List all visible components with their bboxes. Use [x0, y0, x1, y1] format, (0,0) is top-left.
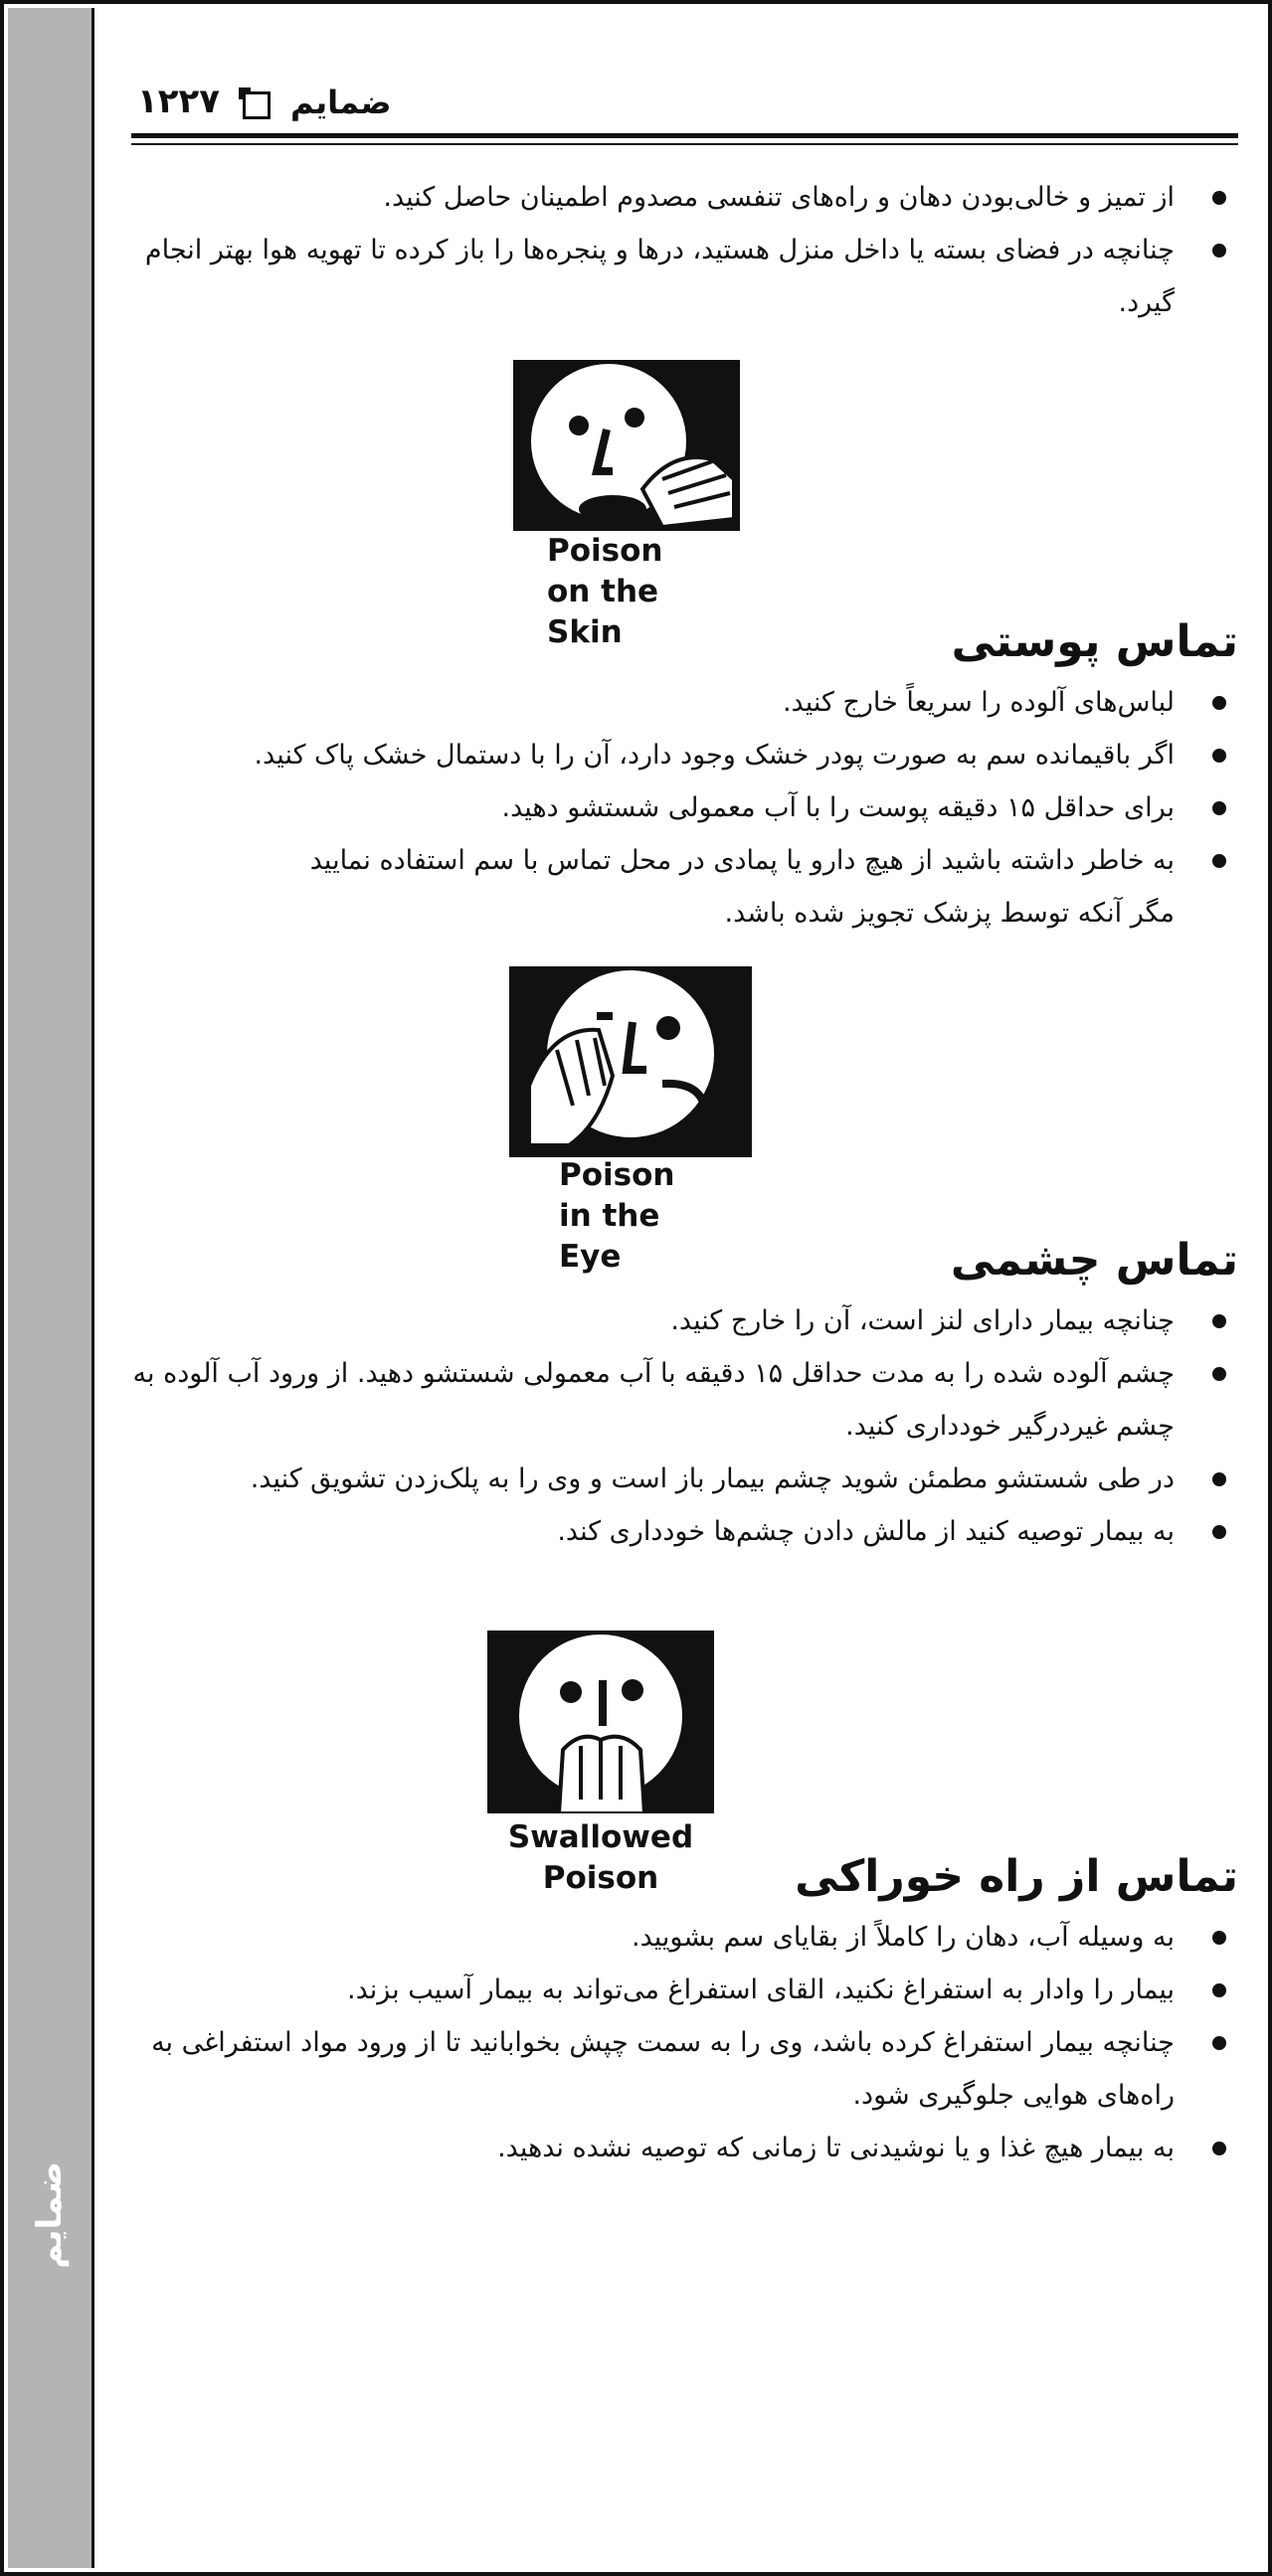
page-header — [131, 82, 1238, 129]
list-item: لباس‌های آلوده را سریعاً خارج کنید. — [121, 676, 1238, 729]
poison-skin-icon — [513, 360, 740, 531]
list-item-continuation: مگر آنکه توسط پزشک تجویز شده باشد. — [724, 898, 1175, 929]
list-item: از تمیز و خالی‌بودن دهان و راه‌های تنفسی مصدوم اطمینان حاصل کنید. — [121, 171, 1238, 224]
list-item: اگر باقیمانده سم به صورت پودر خشک وجود دارد، آن را با دستمال خشک پاک کنید. — [121, 729, 1238, 781]
caption-line: Eye — [559, 1239, 622, 1275]
list-item: برای حداقل ۱۵ دقیقه پوست را با آب معمولی شستشو دهید. — [121, 781, 1238, 834]
side-label-text: ضمایم — [30, 2161, 70, 2269]
intro-list — [121, 171, 1238, 329]
poison-eye-icon — [509, 966, 752, 1157]
pictogram-swallowed-poison — [487, 1631, 714, 1899]
side-label — [8, 2155, 91, 2275]
running-title: ضمایم — [290, 84, 392, 121]
list-item: چنانچه بیمار استفراغ کرده باشد، وی را به سمت چپش بخوابانید تا از ورود مواد استفراغی به راه‌های هوایی جلوگیری شود. — [121, 2016, 1238, 2122]
list-item: چشم آلوده شده را به مدت حداقل ۱۵ دقیقه با آب معمولی شستشو دهید. از ورود آب آلوده به چشم غیردرگیر خودداری کنید. — [121, 1347, 1238, 1453]
eye-list — [121, 1294, 1238, 1558]
list-item: در طی شستشو مطمئن شوید چشم بیمار باز است و وی را به پلک‌زدن تشویق کنید. — [121, 1453, 1238, 1505]
list-item: چنانچه در فضای بسته یا داخل منزل هستید، درها و پنجره‌ها را باز کرده تا تهویه هوا بهتر انجام گیرد. — [121, 224, 1238, 329]
list-item: به خاطر داشته باشید از هیچ دارو یا پمادی در محل تماس با سم استفاده نمایید — [121, 834, 1238, 887]
caption-line: in the — [559, 1198, 660, 1234]
side-margin-strip — [8, 8, 94, 2568]
pictogram-caption — [559, 1155, 674, 1278]
skin-list — [121, 676, 1238, 940]
caption-line: Poison — [559, 1157, 675, 1193]
list-item: به بیمار هیچ غذا و یا نوشیدنی تا زمانی که توصیه نشده ندهید. — [121, 2122, 1238, 2174]
caption-line: Poison — [547, 533, 663, 569]
caption-line: on the — [547, 574, 659, 609]
caption-line: Swallowed — [507, 1819, 694, 1855]
ingestion-list — [121, 1911, 1238, 2174]
pictogram-caption — [547, 531, 662, 653]
list-item: به وسیله آب، دهان را کاملاً از بقایای سم بشویید. — [121, 1911, 1238, 1964]
pictogram-poison-on-skin — [513, 360, 740, 653]
swallowed-poison-icon — [487, 1631, 714, 1813]
caption-line: Poison — [542, 1860, 659, 1896]
list-item: بیمار را وادار به استفراغ نکنید، القای استفراغ می‌تواند به بیمار آسیب بزند. — [121, 1964, 1238, 2016]
pictogram-caption — [508, 1817, 693, 1899]
corner-square-icon — [243, 91, 271, 119]
section-title-eye: تماس چشمی — [950, 1235, 1238, 1286]
page-number: ۱۲۲۷ — [137, 82, 221, 121]
caption-line: Skin — [547, 614, 623, 650]
header-rule-thin — [131, 143, 1238, 145]
section-title-ingestion: تماس از راه خوراکی — [795, 1851, 1238, 1902]
list-item: چنانچه بیمار دارای لنز است، آن را خارج کنید. — [121, 1294, 1238, 1347]
section-title-skin: تماس پوستی — [951, 616, 1238, 667]
pictogram-poison-in-eye — [509, 966, 752, 1278]
header-rule-thick — [131, 133, 1238, 138]
list-item: به بیمار توصیه کنید از مالش دادن چشم‌ها خودداری کند. — [121, 1505, 1238, 1558]
